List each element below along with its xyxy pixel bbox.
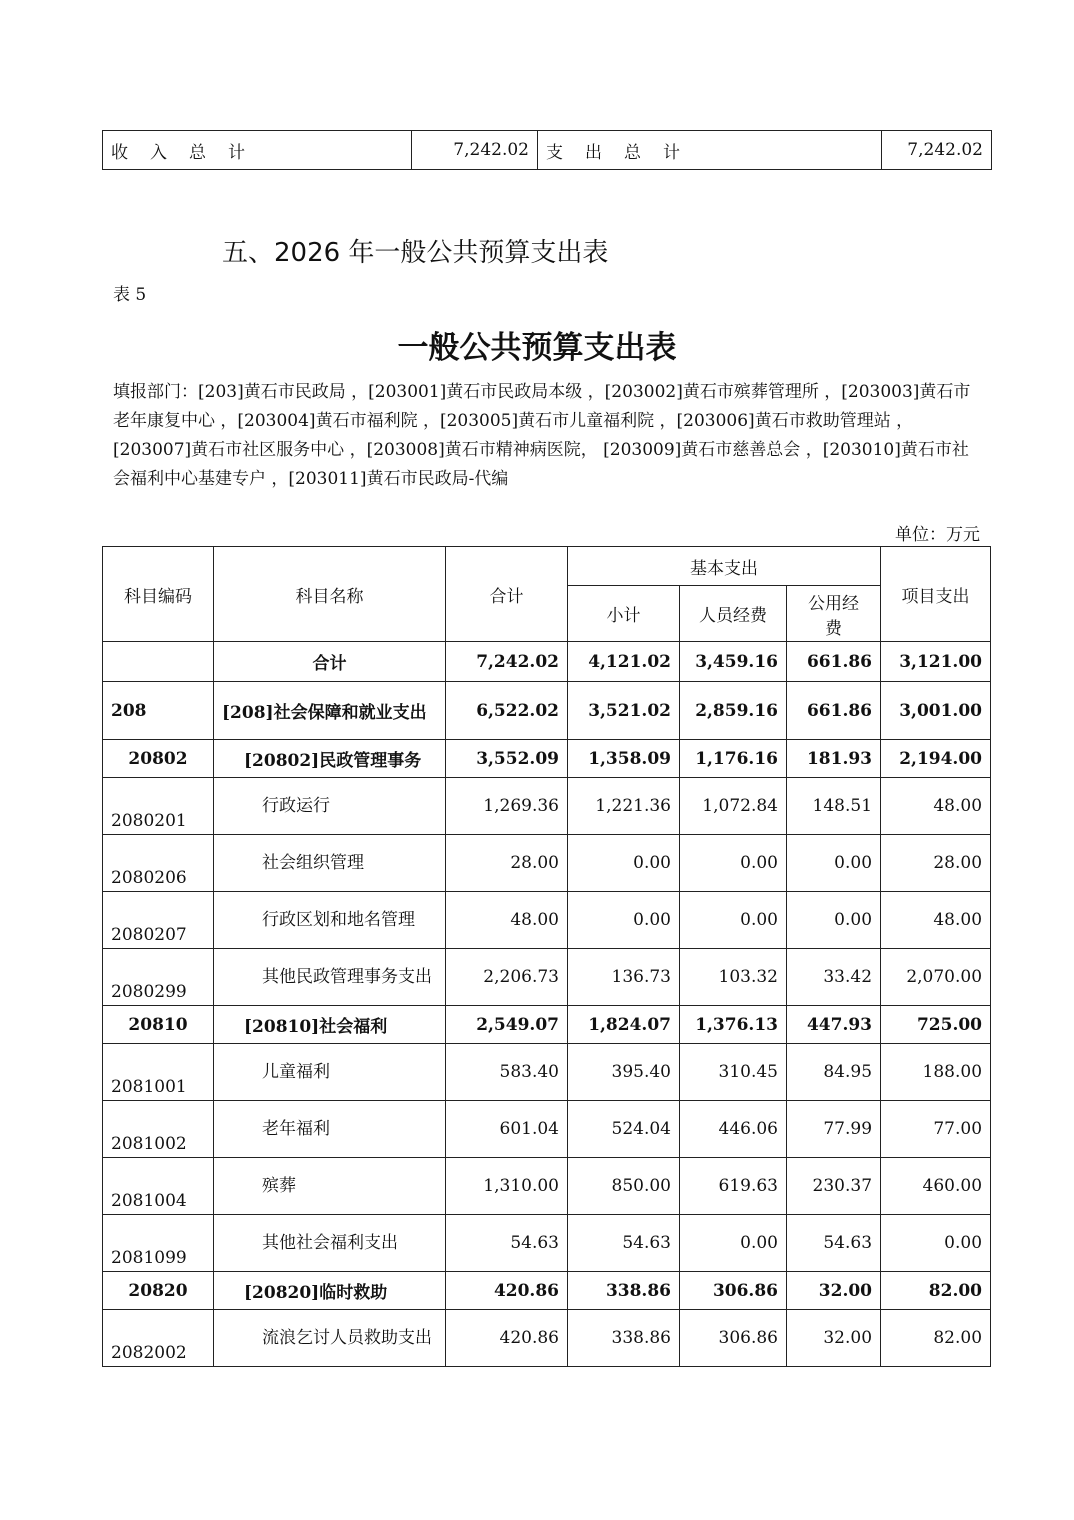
header-basic: 基本支出 xyxy=(568,547,881,586)
row-public: 32.00 xyxy=(787,1310,881,1367)
row-subtotal: 338.86 xyxy=(568,1272,680,1310)
expense-total-value: 7,242.02 xyxy=(882,131,992,170)
row-public: 54.63 xyxy=(787,1215,881,1272)
row-public: 33.42 xyxy=(787,949,881,1006)
income-total-value: 7,242.02 xyxy=(412,131,538,170)
row-subtotal: 338.86 xyxy=(568,1310,680,1367)
table-row xyxy=(103,642,991,682)
row-public: 181.93 xyxy=(787,740,881,778)
table-number: 表 5 xyxy=(113,285,147,305)
row-subtotal: 54.63 xyxy=(568,1215,680,1272)
table-row xyxy=(103,892,991,949)
row-personnel: 1,176.16 xyxy=(680,740,787,778)
row-personnel: 306.86 xyxy=(680,1272,787,1310)
row-personnel: 619.63 xyxy=(680,1158,787,1215)
row-public: 661.86 xyxy=(787,642,881,682)
row-personnel: 306.86 xyxy=(680,1310,787,1367)
row-public: 148.51 xyxy=(787,778,881,835)
table-row xyxy=(103,949,991,1006)
row-code: 20820 xyxy=(103,1272,214,1310)
row-public: 661.86 xyxy=(787,682,881,740)
row-public: 84.95 xyxy=(787,1044,881,1101)
row-code: 2082002 xyxy=(103,1310,214,1367)
row-code: 2080207 xyxy=(103,892,214,949)
row-project: 2,070.00 xyxy=(881,949,991,1006)
row-public: 0.00 xyxy=(787,835,881,892)
row-name: 行政运行 xyxy=(214,778,446,835)
row-personnel: 0.00 xyxy=(680,835,787,892)
row-total: 1,310.00 xyxy=(446,1158,568,1215)
row-total: 7,242.02 xyxy=(446,642,568,682)
row-name: [208]社会保障和就业支出 xyxy=(214,682,446,740)
row-public: 230.37 xyxy=(787,1158,881,1215)
row-code: 208 xyxy=(103,682,214,740)
row-project: 3,001.00 xyxy=(881,682,991,740)
row-total: 2,549.07 xyxy=(446,1006,568,1044)
row-name: 其他民政管理事务支出 xyxy=(214,949,446,1006)
row-subtotal: 0.00 xyxy=(568,835,680,892)
row-name: [20802]民政管理事务 xyxy=(214,740,446,778)
row-total: 583.40 xyxy=(446,1044,568,1101)
table-row xyxy=(103,1158,991,1215)
row-code: 20810 xyxy=(103,1006,214,1044)
row-total: 420.86 xyxy=(446,1310,568,1367)
row-code: 2080206 xyxy=(103,835,214,892)
unit-label: 单位：万元 xyxy=(895,525,980,545)
row-public: 0.00 xyxy=(787,892,881,949)
row-code: 2081001 xyxy=(103,1044,214,1101)
row-public: 32.00 xyxy=(787,1272,881,1310)
row-name: 殡葬 xyxy=(214,1158,446,1215)
row-subtotal: 1,358.09 xyxy=(568,740,680,778)
row-project: 3,121.00 xyxy=(881,642,991,682)
row-name: 老年福利 xyxy=(214,1101,446,1158)
row-personnel: 2,859.16 xyxy=(680,682,787,740)
header-project: 项目支出 xyxy=(881,547,991,642)
header-subtotal: 小计 xyxy=(568,586,680,642)
income-total-label: 收入总计 xyxy=(103,131,412,170)
table-row xyxy=(103,1272,991,1310)
section-heading: 五、2026 年一般公共预算支出表 xyxy=(222,238,609,268)
row-public: 447.93 xyxy=(787,1006,881,1044)
table-row xyxy=(103,835,991,892)
row-code: 20802 xyxy=(103,740,214,778)
header-code: 科目编码 xyxy=(103,547,214,642)
table-row xyxy=(103,1310,991,1367)
row-total: 2,206.73 xyxy=(446,949,568,1006)
table-row xyxy=(103,778,991,835)
row-project: 82.00 xyxy=(881,1272,991,1310)
row-project: 82.00 xyxy=(881,1310,991,1367)
row-total: 28.00 xyxy=(446,835,568,892)
reporting-departments: 填报部门：[203]黄石市民政局 ，[203001]黄石市民政局本级 ，[203002]黄石市殡葬管理所 ，[203003]黄石市老年康复中心 ，[203004]黄石市福利院 ，[203005]黄石市儿童福利院 ，[203006]黄石市救助管理站 ，[203007]黄石市社区服务中心 ，[203008]黄石市精神病医院， [203009]黄石市慈善总会 ，[203010]黄石市社会福利中心基建专户 ，[203011]黄石市民政局-代编 xyxy=(113,382,971,489)
row-name: 儿童福利 xyxy=(214,1044,446,1101)
table-row xyxy=(103,1215,991,1272)
row-project: 48.00 xyxy=(881,778,991,835)
row-subtotal: 1,221.36 xyxy=(568,778,680,835)
table-title: 一般公共预算支出表 xyxy=(397,330,677,366)
row-subtotal: 0.00 xyxy=(568,892,680,949)
row-personnel: 446.06 xyxy=(680,1101,787,1158)
row-public: 77.99 xyxy=(787,1101,881,1158)
row-total: 1,269.36 xyxy=(446,778,568,835)
row-subtotal: 524.04 xyxy=(568,1101,680,1158)
header-name: 科目名称 xyxy=(214,547,446,642)
totals-table xyxy=(102,130,992,170)
row-personnel: 103.32 xyxy=(680,949,787,1006)
row-name: 其他社会福利支出 xyxy=(214,1215,446,1272)
row-total: 54.63 xyxy=(446,1215,568,1272)
row-name: 合计 xyxy=(214,642,446,682)
row-code: 2081004 xyxy=(103,1158,214,1215)
row-subtotal: 1,824.07 xyxy=(568,1006,680,1044)
table-row xyxy=(103,1044,991,1101)
row-total: 48.00 xyxy=(446,892,568,949)
row-project: 2,194.00 xyxy=(881,740,991,778)
row-subtotal: 136.73 xyxy=(568,949,680,1006)
row-project: 48.00 xyxy=(881,892,991,949)
table-row xyxy=(103,740,991,778)
row-personnel: 3,459.16 xyxy=(680,642,787,682)
row-project: 77.00 xyxy=(881,1101,991,1158)
row-project: 460.00 xyxy=(881,1158,991,1215)
row-subtotal: 395.40 xyxy=(568,1044,680,1101)
expense-total-label: 支出总计 xyxy=(538,131,882,170)
row-personnel: 1,072.84 xyxy=(680,778,787,835)
row-code: 2080201 xyxy=(103,778,214,835)
header-personnel: 人员经费 xyxy=(680,586,787,642)
row-project: 28.00 xyxy=(881,835,991,892)
row-project: 188.00 xyxy=(881,1044,991,1101)
row-personnel: 0.00 xyxy=(680,1215,787,1272)
row-total: 420.86 xyxy=(446,1272,568,1310)
table-row xyxy=(103,682,991,740)
row-total: 601.04 xyxy=(446,1101,568,1158)
row-name: 行政区划和地名管理 xyxy=(214,892,446,949)
row-subtotal: 4,121.02 xyxy=(568,642,680,682)
row-code: 2081099 xyxy=(103,1215,214,1272)
row-total: 6,522.02 xyxy=(446,682,568,740)
row-code: 2081002 xyxy=(103,1101,214,1158)
row-code xyxy=(103,642,214,682)
row-name: [20820]临时救助 xyxy=(214,1272,446,1310)
header-total: 合计 xyxy=(446,547,568,642)
row-code: 2080299 xyxy=(103,949,214,1006)
row-personnel: 310.45 xyxy=(680,1044,787,1101)
header-public: 公用经费 xyxy=(787,586,881,642)
row-total: 3,552.09 xyxy=(446,740,568,778)
totals-row xyxy=(103,131,992,170)
row-personnel: 0.00 xyxy=(680,892,787,949)
row-name: 流浪乞讨人员救助支出 xyxy=(214,1310,446,1367)
table-row xyxy=(103,1006,991,1044)
row-subtotal: 850.00 xyxy=(568,1158,680,1215)
row-project: 0.00 xyxy=(881,1215,991,1272)
row-name: [20810]社会福利 xyxy=(214,1006,446,1044)
row-project: 725.00 xyxy=(881,1006,991,1044)
expenditure-table xyxy=(102,546,991,1367)
row-name: 社会组织管理 xyxy=(214,835,446,892)
row-personnel: 1,376.13 xyxy=(680,1006,787,1044)
row-subtotal: 3,521.02 xyxy=(568,682,680,740)
table-row xyxy=(103,1101,991,1158)
